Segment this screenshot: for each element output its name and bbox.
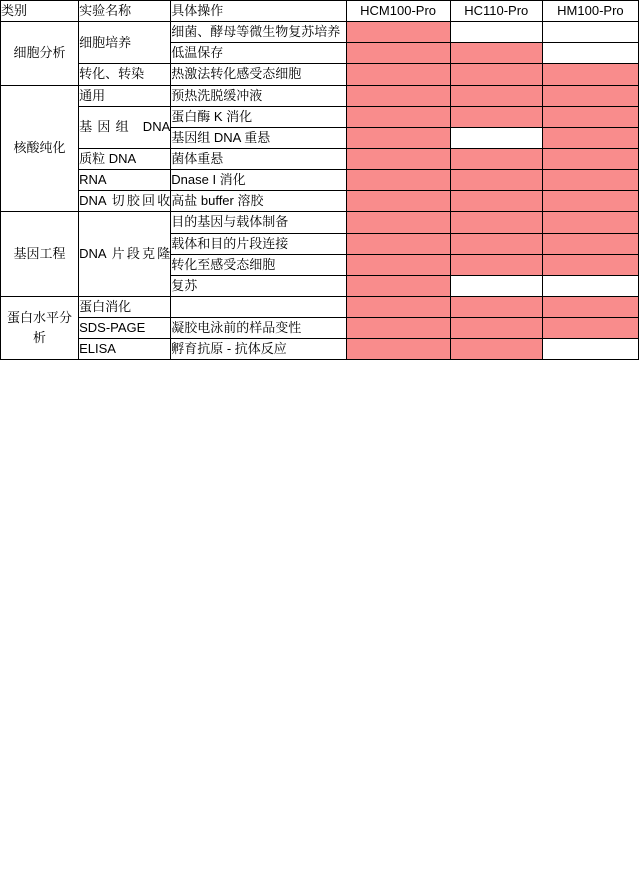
experiment-cell: 通用: [79, 85, 171, 106]
support-cell-hc110-pro: [450, 254, 542, 275]
support-cell-hm100-pro: [542, 296, 638, 317]
experiment-cell: 蛋白消化: [79, 296, 171, 317]
column-header-hc110-pro: HC110-Pro: [450, 1, 542, 22]
support-cell-hcm100-pro: [346, 318, 450, 339]
column-header-hcm100-pro: HCM100-Pro: [346, 1, 450, 22]
support-cell-hm100-pro: [542, 318, 638, 339]
support-cell-hcm100-pro: [346, 64, 450, 85]
operation-cell: 转化至感受态细胞: [171, 254, 346, 275]
support-cell-hm100-pro: [542, 85, 638, 106]
table-row: [1, 212, 639, 233]
table-row: [1, 148, 639, 169]
operation-cell: 细菌、酵母等微生物复苏培养: [171, 22, 346, 43]
support-cell-hm100-pro: [542, 339, 638, 360]
table-body: [1, 22, 639, 360]
table-row: [1, 170, 639, 191]
support-cell-hc110-pro: [450, 318, 542, 339]
support-cell-hc110-pro: [450, 22, 542, 43]
table-row: [1, 85, 639, 106]
support-cell-hm100-pro: [542, 43, 638, 64]
operation-cell: 基因组 DNA 重悬: [171, 127, 346, 148]
category-cell: 细胞分析: [1, 22, 79, 85]
support-cell-hc110-pro: [450, 64, 542, 85]
column-header-hm100-pro: HM100-Pro: [542, 1, 638, 22]
support-cell-hcm100-pro: [346, 170, 450, 191]
column-header-category: 类别: [1, 1, 79, 22]
support-cell-hc110-pro: [450, 296, 542, 317]
support-cell-hcm100-pro: [346, 339, 450, 360]
table-row: [1, 22, 639, 43]
experiment-cell: DNA 片段克隆: [79, 212, 171, 297]
operation-cell: Dnase I 消化: [171, 170, 346, 191]
support-cell-hm100-pro: [542, 127, 638, 148]
support-cell-hc110-pro: [450, 106, 542, 127]
support-cell-hc110-pro: [450, 275, 542, 296]
table-row: [1, 106, 639, 127]
operation-cell: 低温保存: [171, 43, 346, 64]
table-row: [1, 64, 639, 85]
support-cell-hm100-pro: [542, 212, 638, 233]
support-cell-hcm100-pro: [346, 254, 450, 275]
operation-cell: 菌体重悬: [171, 148, 346, 169]
support-cell-hc110-pro: [450, 191, 542, 212]
support-cell-hcm100-pro: [346, 43, 450, 64]
support-cell-hcm100-pro: [346, 191, 450, 212]
support-cell-hm100-pro: [542, 106, 638, 127]
table-row: [1, 339, 639, 360]
category-cell: 蛋白水平分析: [1, 296, 79, 359]
support-cell-hm100-pro: [542, 22, 638, 43]
experiment-cell: RNA: [79, 170, 171, 191]
support-cell-hm100-pro: [542, 254, 638, 275]
experiment-cell: 细胞培养: [79, 22, 171, 64]
support-cell-hcm100-pro: [346, 22, 450, 43]
experiment-cell: 基因组 DNA: [79, 106, 171, 148]
support-cell-hc110-pro: [450, 212, 542, 233]
experiment-cell: SDS-PAGE: [79, 318, 171, 339]
support-cell-hm100-pro: [542, 191, 638, 212]
column-header-operation: 具体操作: [171, 1, 346, 22]
operation-cell: 蛋白酶 K 消化: [171, 106, 346, 127]
support-cell-hc110-pro: [450, 148, 542, 169]
support-cell-hc110-pro: [450, 43, 542, 64]
support-cell-hm100-pro: [542, 148, 638, 169]
category-cell: 核酸纯化: [1, 85, 79, 212]
operation-cell: 孵育抗原 - 抗体反应: [171, 339, 346, 360]
support-cell-hc110-pro: [450, 233, 542, 254]
compatibility-table: [0, 0, 639, 360]
support-cell-hc110-pro: [450, 339, 542, 360]
support-cell-hm100-pro: [542, 170, 638, 191]
operation-cell: 凝胶电泳前的样品变性: [171, 318, 346, 339]
operation-cell: 载体和目的片段连接: [171, 233, 346, 254]
support-cell-hc110-pro: [450, 127, 542, 148]
category-cell: 基因工程: [1, 212, 79, 297]
operation-cell: 高盐 buffer 溶胶: [171, 191, 346, 212]
table-row: [1, 318, 639, 339]
support-cell-hc110-pro: [450, 170, 542, 191]
experiment-cell: 转化、转染: [79, 64, 171, 85]
table-header-row: [1, 1, 639, 22]
experiment-cell: ELISA: [79, 339, 171, 360]
support-cell-hcm100-pro: [346, 275, 450, 296]
table-row: [1, 296, 639, 317]
column-header-experiment: 实验名称: [79, 1, 171, 22]
support-cell-hm100-pro: [542, 64, 638, 85]
experiment-cell: DNA 切胶回收: [79, 191, 171, 212]
operation-cell: [171, 296, 346, 317]
support-cell-hcm100-pro: [346, 106, 450, 127]
operation-cell: 复苏: [171, 275, 346, 296]
operation-cell: 目的基因与载体制备: [171, 212, 346, 233]
operation-cell: 预热洗脱缓冲液: [171, 85, 346, 106]
support-cell-hcm100-pro: [346, 85, 450, 106]
support-cell-hc110-pro: [450, 85, 542, 106]
table-row: [1, 191, 639, 212]
support-cell-hm100-pro: [542, 275, 638, 296]
experiment-cell: 质粒 DNA: [79, 148, 171, 169]
support-cell-hm100-pro: [542, 233, 638, 254]
support-cell-hcm100-pro: [346, 233, 450, 254]
support-cell-hcm100-pro: [346, 212, 450, 233]
support-cell-hcm100-pro: [346, 148, 450, 169]
operation-cell: 热激法转化感受态细胞: [171, 64, 346, 85]
support-cell-hcm100-pro: [346, 127, 450, 148]
table-header: [1, 1, 639, 22]
support-cell-hcm100-pro: [346, 296, 450, 317]
